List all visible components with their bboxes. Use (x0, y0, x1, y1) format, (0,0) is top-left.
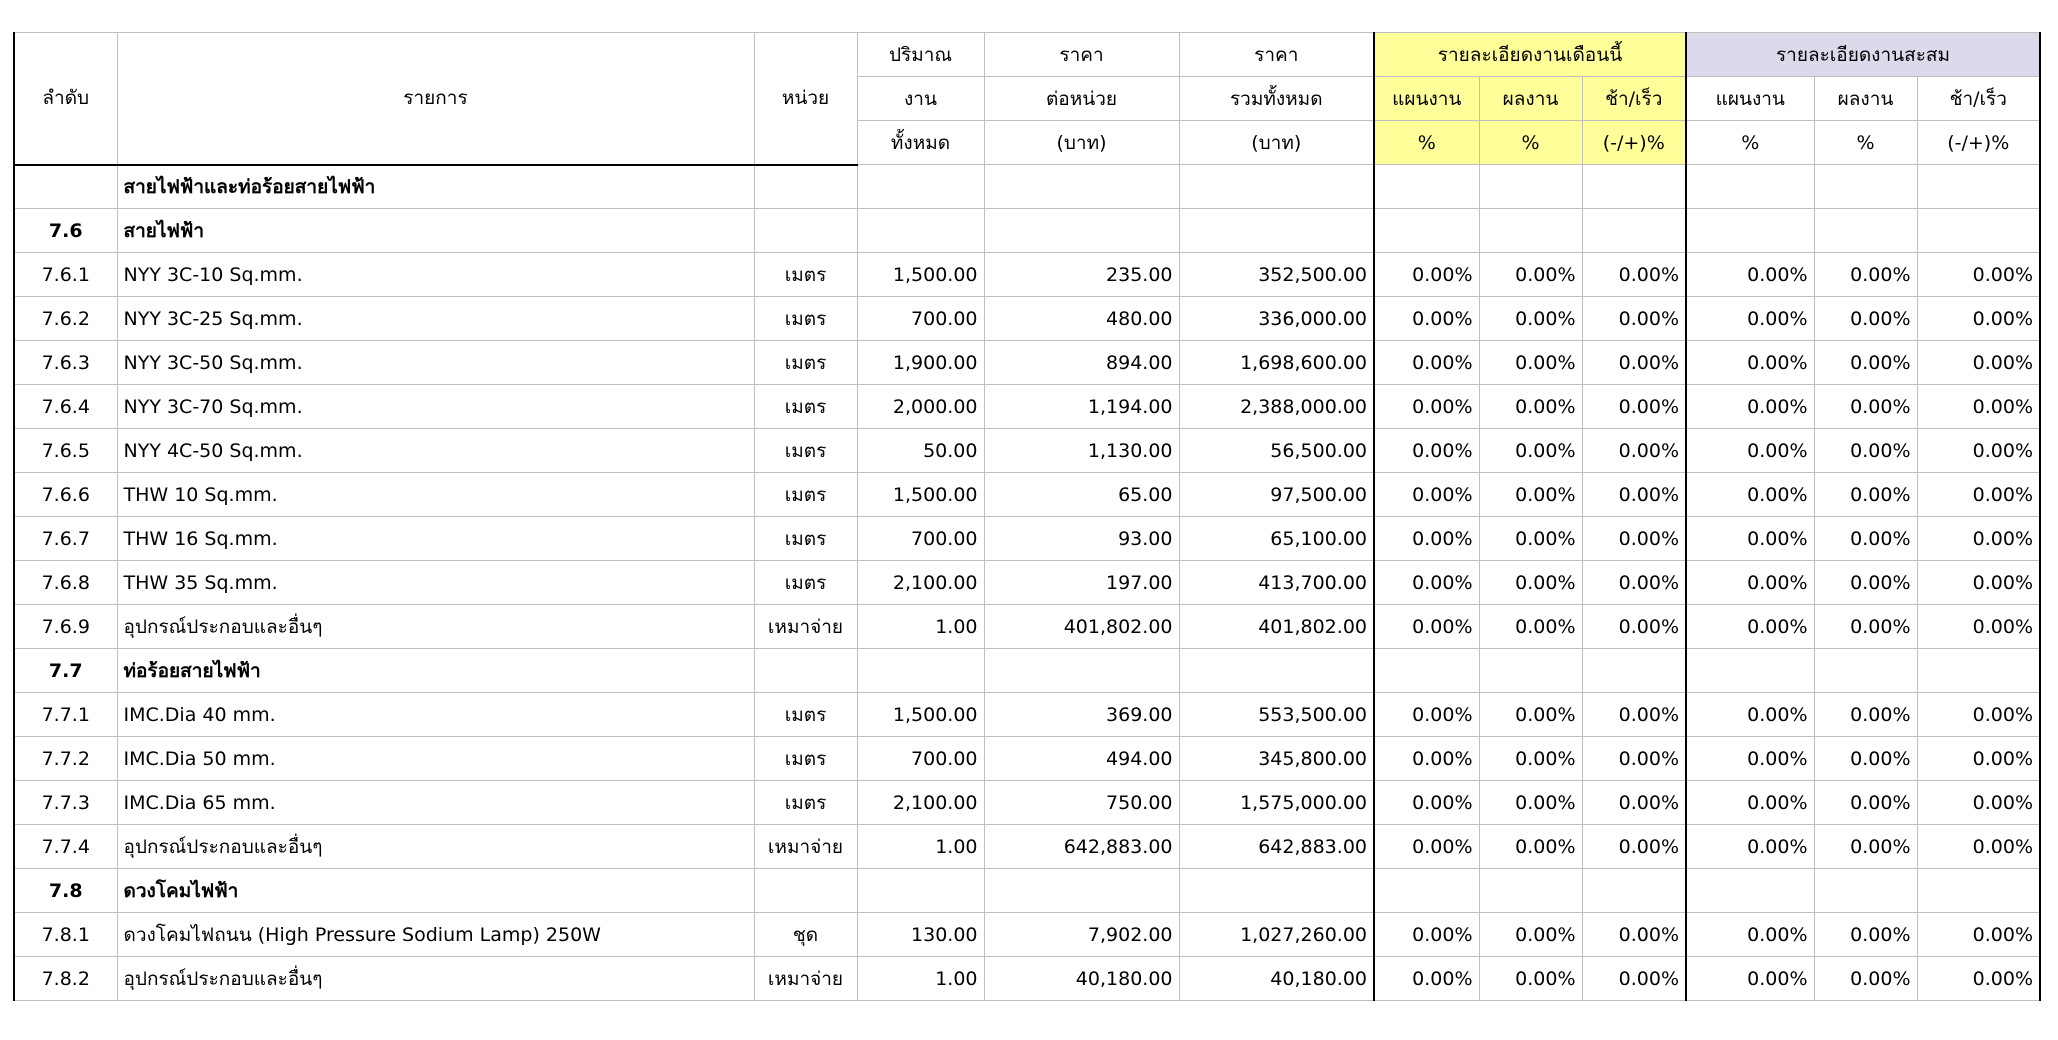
table-row (14, 913, 2040, 957)
cell-unit: เมตร (754, 473, 857, 517)
cell-cum-diff (1917, 869, 2040, 913)
cell-no: 7.8.1 (14, 913, 117, 957)
header-total-price-2: รวมทั้งหมด (1179, 77, 1374, 121)
cell-unit: เหมาจ่าย (754, 825, 857, 869)
cell-description: ท่อร้อยสายไฟฟ้า (117, 649, 754, 693)
cell-quantity: 130.00 (857, 913, 984, 957)
cell-total-price (1179, 869, 1374, 913)
cell-cum-plan: 0.00% (1686, 385, 1814, 429)
cell-unit-price: 40,180.00 (984, 957, 1179, 1001)
cell-cum-result: 0.00% (1814, 517, 1917, 561)
cell-cum-plan: 0.00% (1686, 693, 1814, 737)
cell-month-result: 0.00% (1479, 693, 1582, 737)
header-month-plan: แผนงาน (1374, 77, 1479, 121)
header-month-diff: ช้า/เร็ว (1582, 77, 1686, 121)
cell-description: สายไฟฟ้า (117, 209, 754, 253)
cell-unit (754, 165, 857, 209)
cell-cum-plan: 0.00% (1686, 473, 1814, 517)
section-row (14, 209, 2040, 253)
cell-total-price (1179, 649, 1374, 693)
cell-cum-result (1814, 165, 1917, 209)
cell-total-price: 2,388,000.00 (1179, 385, 1374, 429)
cell-month-result: 0.00% (1479, 341, 1582, 385)
cell-quantity (857, 869, 984, 913)
cell-quantity: 1,900.00 (857, 341, 984, 385)
cell-total-price: 336,000.00 (1179, 297, 1374, 341)
progress-table (13, 32, 2041, 1001)
cell-description: อุปกรณ์ประกอบและอื่นๆ (117, 825, 754, 869)
cell-month-plan: 0.00% (1374, 253, 1479, 297)
cell-cum-result (1814, 209, 1917, 253)
cell-month-diff: 0.00% (1582, 693, 1686, 737)
cell-cum-diff: 0.00% (1917, 605, 2040, 649)
cell-description: NYY 3C-70 Sq.mm. (117, 385, 754, 429)
cell-cum-diff (1917, 165, 2040, 209)
table-row (14, 297, 2040, 341)
cell-month-result: 0.00% (1479, 913, 1582, 957)
cell-unit-price: 1,130.00 (984, 429, 1179, 473)
cell-cum-result: 0.00% (1814, 429, 1917, 473)
table-row (14, 605, 2040, 649)
cell-cum-result: 0.00% (1814, 561, 1917, 605)
table-row (14, 517, 2040, 561)
cell-cum-result: 0.00% (1814, 253, 1917, 297)
cell-unit: เมตร (754, 693, 857, 737)
cell-month-diff: 0.00% (1582, 473, 1686, 517)
cell-month-plan: 0.00% (1374, 297, 1479, 341)
section-row (14, 649, 2040, 693)
cell-no: 7.6 (14, 209, 117, 253)
cell-quantity: 2,000.00 (857, 385, 984, 429)
section-row (14, 869, 2040, 913)
cell-unit-price: 7,902.00 (984, 913, 1179, 957)
cell-cum-plan: 0.00% (1686, 605, 1814, 649)
cell-month-result: 0.00% (1479, 737, 1582, 781)
cell-month-result: 0.00% (1479, 429, 1582, 473)
header-month-diff-pct: (-/+)% (1582, 121, 1686, 165)
cell-total-price: 65,100.00 (1179, 517, 1374, 561)
cell-cum-diff: 0.00% (1917, 385, 2040, 429)
cell-description: THW 35 Sq.mm. (117, 561, 754, 605)
cell-description: อุปกรณ์ประกอบและอื่นๆ (117, 957, 754, 1001)
cell-month-diff: 0.00% (1582, 297, 1686, 341)
cell-quantity (857, 165, 984, 209)
cell-cum-plan (1686, 165, 1814, 209)
cell-cum-result: 0.00% (1814, 693, 1917, 737)
cell-month-result (1479, 869, 1582, 913)
cell-month-plan (1374, 209, 1479, 253)
cell-unit: เมตร (754, 341, 857, 385)
cell-unit-price (984, 165, 1179, 209)
cell-quantity (857, 209, 984, 253)
cell-total-price: 97,500.00 (1179, 473, 1374, 517)
table-row (14, 561, 2040, 605)
header-unit-price-3: (บาท) (984, 121, 1179, 165)
cell-month-diff: 0.00% (1582, 605, 1686, 649)
cell-cum-plan: 0.00% (1686, 341, 1814, 385)
cell-cum-plan: 0.00% (1686, 429, 1814, 473)
header-total-price-1: ราคา (1179, 33, 1374, 77)
cell-description: ดวงโคมไฟฟ้า (117, 869, 754, 913)
cell-total-price: 1,575,000.00 (1179, 781, 1374, 825)
table-row (14, 825, 2040, 869)
cell-cum-plan (1686, 649, 1814, 693)
cell-cum-plan: 0.00% (1686, 913, 1814, 957)
cell-cum-result (1814, 869, 1917, 913)
header-cum-result-pct: % (1814, 121, 1917, 165)
header-cum-diff-pct: (-/+)% (1917, 121, 2040, 165)
cell-cum-diff (1917, 209, 2040, 253)
cell-description: NYY 3C-25 Sq.mm. (117, 297, 754, 341)
cell-month-result: 0.00% (1479, 825, 1582, 869)
cell-month-diff: 0.00% (1582, 561, 1686, 605)
cell-total-price: 401,802.00 (1179, 605, 1374, 649)
cell-month-plan: 0.00% (1374, 781, 1479, 825)
cell-unit: เมตร (754, 781, 857, 825)
header-qty-3: ทั้งหมด (857, 121, 984, 165)
cell-no: 7.6.5 (14, 429, 117, 473)
cell-description: NYY 3C-10 Sq.mm. (117, 253, 754, 297)
cell-unit: เหมาจ่าย (754, 957, 857, 1001)
cell-month-diff: 0.00% (1582, 825, 1686, 869)
cell-total-price (1179, 165, 1374, 209)
header-cum-result: ผลงาน (1814, 77, 1917, 121)
header-month-result: ผลงาน (1479, 77, 1582, 121)
cell-no: 7.6.1 (14, 253, 117, 297)
cell-month-plan: 0.00% (1374, 429, 1479, 473)
cell-cum-result: 0.00% (1814, 781, 1917, 825)
cell-cum-result: 0.00% (1814, 737, 1917, 781)
cell-month-plan (1374, 869, 1479, 913)
cell-total-price: 1,698,600.00 (1179, 341, 1374, 385)
cell-month-plan: 0.00% (1374, 913, 1479, 957)
cell-cum-result: 0.00% (1814, 385, 1917, 429)
cell-month-result: 0.00% (1479, 253, 1582, 297)
cell-quantity: 2,100.00 (857, 781, 984, 825)
cell-month-diff (1582, 649, 1686, 693)
cell-description: สายไฟฟ้าและท่อร้อยสายไฟฟ้า (117, 165, 754, 209)
cell-cum-diff: 0.00% (1917, 693, 2040, 737)
cell-quantity: 700.00 (857, 517, 984, 561)
cell-description: IMC.Dia 40 mm. (117, 693, 754, 737)
cell-no: 7.8.2 (14, 957, 117, 1001)
cell-total-price: 345,800.00 (1179, 737, 1374, 781)
cell-month-diff: 0.00% (1582, 957, 1686, 1001)
cell-quantity: 1,500.00 (857, 253, 984, 297)
cell-quantity: 1,500.00 (857, 693, 984, 737)
cell-no: 7.7.3 (14, 781, 117, 825)
cell-month-plan (1374, 649, 1479, 693)
cell-cum-diff: 0.00% (1917, 341, 2040, 385)
cell-description: NYY 3C-50 Sq.mm. (117, 341, 754, 385)
cell-unit: ชุด (754, 913, 857, 957)
cell-quantity: 1.00 (857, 825, 984, 869)
cell-cum-result: 0.00% (1814, 341, 1917, 385)
cell-month-result: 0.00% (1479, 781, 1582, 825)
cell-unit (754, 649, 857, 693)
cell-total-price: 642,883.00 (1179, 825, 1374, 869)
cell-unit: เมตร (754, 517, 857, 561)
cell-no: 7.6.8 (14, 561, 117, 605)
cell-unit-price: 401,802.00 (984, 605, 1179, 649)
cell-cum-result: 0.00% (1814, 913, 1917, 957)
cell-description: NYY 4C-50 Sq.mm. (117, 429, 754, 473)
cell-cum-plan (1686, 869, 1814, 913)
cell-cum-plan: 0.00% (1686, 517, 1814, 561)
cell-cum-result: 0.00% (1814, 473, 1917, 517)
cell-cum-plan: 0.00% (1686, 253, 1814, 297)
cell-no: 7.6.2 (14, 297, 117, 341)
cell-unit-price: 369.00 (984, 693, 1179, 737)
cell-month-diff: 0.00% (1582, 517, 1686, 561)
cell-month-plan: 0.00% (1374, 341, 1479, 385)
header-month-group: รายละเอียดงานเดือนนี้ (1374, 33, 1686, 77)
cell-total-price: 352,500.00 (1179, 253, 1374, 297)
cell-total-price: 413,700.00 (1179, 561, 1374, 605)
cell-unit-price: 65.00 (984, 473, 1179, 517)
cell-month-diff: 0.00% (1582, 385, 1686, 429)
cell-month-diff: 0.00% (1582, 913, 1686, 957)
cell-no: 7.7.1 (14, 693, 117, 737)
cell-month-diff: 0.00% (1582, 737, 1686, 781)
cell-unit (754, 209, 857, 253)
cell-cum-diff: 0.00% (1917, 473, 2040, 517)
cell-month-diff: 0.00% (1582, 341, 1686, 385)
cell-cum-result (1814, 649, 1917, 693)
cell-month-result: 0.00% (1479, 957, 1582, 1001)
cell-unit-price: 1,194.00 (984, 385, 1179, 429)
cell-description: THW 16 Sq.mm. (117, 517, 754, 561)
cell-no: 7.7 (14, 649, 117, 693)
cell-month-result: 0.00% (1479, 473, 1582, 517)
cell-description: ดวงโคมไฟถนน (High Pressure Sodium Lamp) 250W (117, 913, 754, 957)
cell-description: อุปกรณ์ประกอบและอื่นๆ (117, 605, 754, 649)
cell-no: 7.7.4 (14, 825, 117, 869)
section-row (14, 165, 2040, 209)
cell-description: IMC.Dia 65 mm. (117, 781, 754, 825)
cell-no: 7.6.4 (14, 385, 117, 429)
cell-quantity: 1,500.00 (857, 473, 984, 517)
cell-month-result (1479, 165, 1582, 209)
cell-cum-result: 0.00% (1814, 297, 1917, 341)
cell-unit-price: 642,883.00 (984, 825, 1179, 869)
cell-unit-price: 894.00 (984, 341, 1179, 385)
header-unit: หน่วย (754, 33, 857, 165)
cell-no: 7.6.7 (14, 517, 117, 561)
cell-cum-plan: 0.00% (1686, 781, 1814, 825)
header-item: รายการ (117, 33, 754, 165)
cell-month-plan: 0.00% (1374, 957, 1479, 1001)
cell-no: 7.7.2 (14, 737, 117, 781)
cell-cum-diff (1917, 649, 2040, 693)
cell-month-result (1479, 649, 1582, 693)
cell-unit: เมตร (754, 737, 857, 781)
cell-total-price: 56,500.00 (1179, 429, 1374, 473)
cell-month-plan: 0.00% (1374, 517, 1479, 561)
cell-no: 7.6.3 (14, 341, 117, 385)
table-row (14, 253, 2040, 297)
cell-unit-price: 235.00 (984, 253, 1179, 297)
table-row (14, 957, 2040, 1001)
header-month-result-pct: % (1479, 121, 1582, 165)
cell-month-diff (1582, 209, 1686, 253)
cell-unit-price: 494.00 (984, 737, 1179, 781)
table-row (14, 693, 2040, 737)
table-row (14, 781, 2040, 825)
cell-month-result: 0.00% (1479, 297, 1582, 341)
cell-cum-diff: 0.00% (1917, 781, 2040, 825)
cell-cum-plan: 0.00% (1686, 561, 1814, 605)
header-cumulative-group: รายละเอียดงานสะสม (1686, 33, 2040, 77)
cell-cum-diff: 0.00% (1917, 297, 2040, 341)
cell-quantity: 2,100.00 (857, 561, 984, 605)
header-total-price-3: (บาท) (1179, 121, 1374, 165)
cell-unit-price (984, 869, 1179, 913)
cell-cum-diff: 0.00% (1917, 737, 2040, 781)
cell-month-plan: 0.00% (1374, 693, 1479, 737)
cell-month-diff (1582, 165, 1686, 209)
cell-unit: เมตร (754, 253, 857, 297)
header-cum-plan: แผนงาน (1686, 77, 1814, 121)
cell-month-diff: 0.00% (1582, 781, 1686, 825)
cell-cum-diff: 0.00% (1917, 957, 2040, 1001)
table-row (14, 737, 2040, 781)
cell-cum-diff: 0.00% (1917, 561, 2040, 605)
cell-description: THW 10 Sq.mm. (117, 473, 754, 517)
cell-quantity: 700.00 (857, 297, 984, 341)
cell-cum-plan: 0.00% (1686, 825, 1814, 869)
cell-month-result: 0.00% (1479, 561, 1582, 605)
header-unit-price-1: ราคา (984, 33, 1179, 77)
cell-no: 7.6.6 (14, 473, 117, 517)
cell-unit: เมตร (754, 297, 857, 341)
cell-cum-plan: 0.00% (1686, 737, 1814, 781)
cell-quantity: 1.00 (857, 605, 984, 649)
cell-total-price: 553,500.00 (1179, 693, 1374, 737)
cell-unit-price: 750.00 (984, 781, 1179, 825)
cell-month-plan: 0.00% (1374, 473, 1479, 517)
cell-unit-price: 93.00 (984, 517, 1179, 561)
table-row (14, 429, 2040, 473)
cell-quantity: 700.00 (857, 737, 984, 781)
cell-cum-plan: 0.00% (1686, 297, 1814, 341)
cell-unit-price (984, 649, 1179, 693)
cell-month-result: 0.00% (1479, 605, 1582, 649)
cell-month-plan (1374, 165, 1479, 209)
cell-cum-diff: 0.00% (1917, 913, 2040, 957)
cell-description: IMC.Dia 50 mm. (117, 737, 754, 781)
cell-unit: เมตร (754, 429, 857, 473)
cell-no: 7.6.9 (14, 605, 117, 649)
cell-total-price (1179, 209, 1374, 253)
header-cum-plan-pct: % (1686, 121, 1814, 165)
cell-cum-diff: 0.00% (1917, 429, 2040, 473)
cell-cum-diff: 0.00% (1917, 517, 2040, 561)
cell-month-result: 0.00% (1479, 517, 1582, 561)
header-month-plan-pct: % (1374, 121, 1479, 165)
cell-unit: เมตร (754, 385, 857, 429)
table-row (14, 341, 2040, 385)
cell-quantity: 1.00 (857, 957, 984, 1001)
cell-month-plan: 0.00% (1374, 825, 1479, 869)
cell-no: 7.8 (14, 869, 117, 913)
cell-cum-result: 0.00% (1814, 825, 1917, 869)
table-body (14, 165, 2040, 1001)
cell-total-price: 40,180.00 (1179, 957, 1374, 1001)
cell-quantity: 50.00 (857, 429, 984, 473)
header-unit-price-2: ต่อหน่วย (984, 77, 1179, 121)
cell-unit-price: 480.00 (984, 297, 1179, 341)
cell-total-price: 1,027,260.00 (1179, 913, 1374, 957)
cell-unit (754, 869, 857, 913)
cell-month-plan: 0.00% (1374, 605, 1479, 649)
header-qty-2: งาน (857, 77, 984, 121)
cell-month-diff: 0.00% (1582, 429, 1686, 473)
table-row (14, 385, 2040, 429)
cell-cum-plan (1686, 209, 1814, 253)
cell-cum-plan: 0.00% (1686, 957, 1814, 1001)
cell-cum-result: 0.00% (1814, 957, 1917, 1001)
cell-unit: เหมาจ่าย (754, 605, 857, 649)
cell-cum-diff: 0.00% (1917, 825, 2040, 869)
cell-cum-result: 0.00% (1814, 605, 1917, 649)
table-row (14, 473, 2040, 517)
cell-month-plan: 0.00% (1374, 385, 1479, 429)
header-cum-diff: ช้า/เร็ว (1917, 77, 2040, 121)
cell-unit: เมตร (754, 561, 857, 605)
cell-no (14, 165, 117, 209)
cell-month-diff (1582, 869, 1686, 913)
header-qty-1: ปริมาณ (857, 33, 984, 77)
cell-quantity (857, 649, 984, 693)
cell-month-diff: 0.00% (1582, 253, 1686, 297)
cell-month-result: 0.00% (1479, 385, 1582, 429)
cell-unit-price: 197.00 (984, 561, 1179, 605)
cell-month-plan: 0.00% (1374, 561, 1479, 605)
cell-month-result (1479, 209, 1582, 253)
header-no: ลำดับ (14, 33, 117, 165)
cell-cum-diff: 0.00% (1917, 253, 2040, 297)
cell-month-plan: 0.00% (1374, 737, 1479, 781)
cell-unit-price (984, 209, 1179, 253)
